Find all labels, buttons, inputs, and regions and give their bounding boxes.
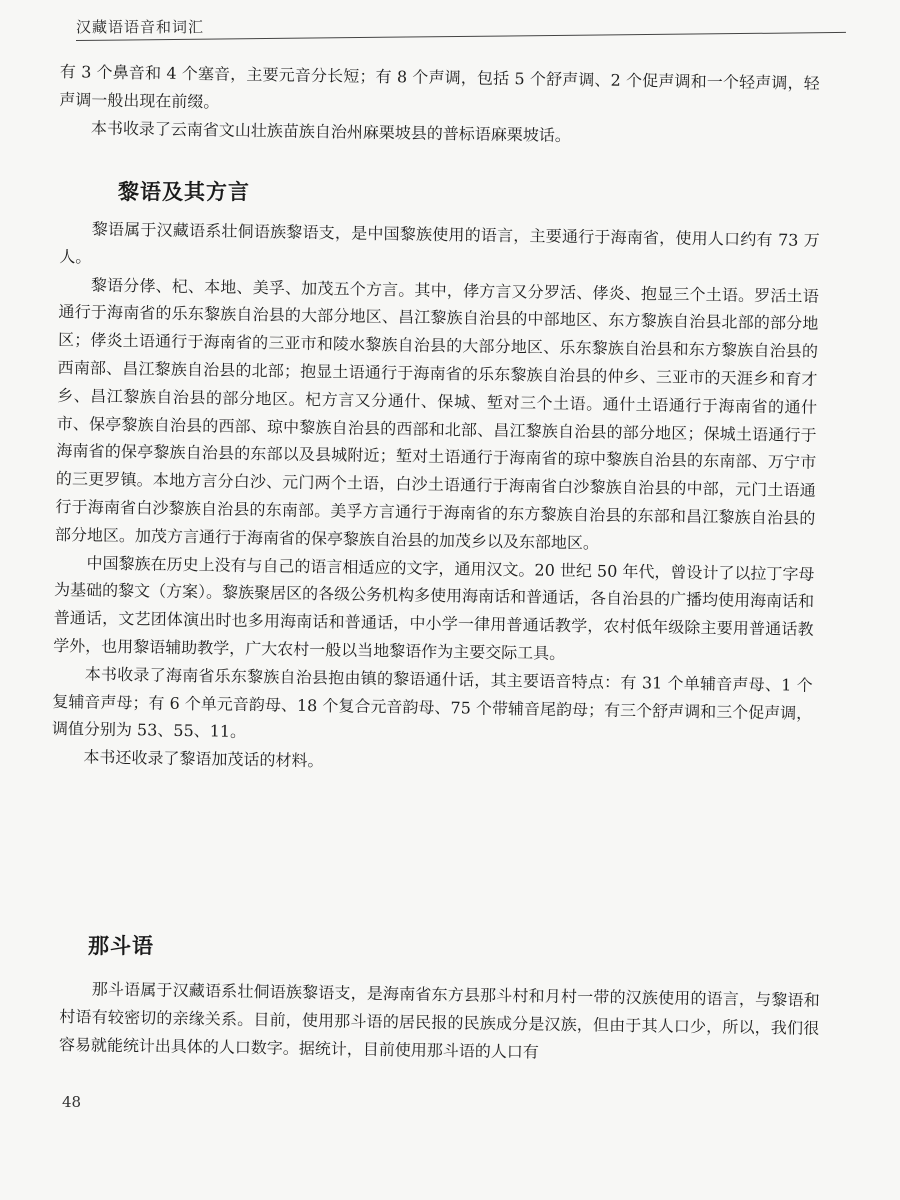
running-head: 汉藏语语音和词汇 — [76, 18, 205, 36]
nadou-paragraph-1: 那斗语属于汉藏语系壮侗语族黎语支，是海南省东方县那斗村和月村一带的汉族使用的语言，与黎语和村语有较密切的亲缘关系。目前，使用那斗语的居民报的民族成分是汉族，但由于其人口少，所以，我们很容易就能统计出具体的人口数字。据统计，目前使用那斗语的人口有 — [58, 979, 820, 1062]
section-li-body — [51, 215, 820, 783]
section-heading-li-language: 黎语及其方言 — [118, 180, 250, 204]
page-number: 48 — [62, 1093, 82, 1111]
intro-paragraph-1: 有 3 个鼻音和 4 个塞音，主要元音分长短；有 8 个声调，包括 5 个舒声调、2 个促声调和一个轻声调，轻声调一般出现在前缀。 — [59, 61, 820, 112]
li-paragraph-1: 黎语属于汉藏语系壮侗语族黎语支，是中国黎族使用的语言，主要通行于海南省，使用人口约有 73 万人。 — [59, 219, 820, 267]
intro-paragraph-2: 本书收录了云南省文山壮族苗族自治州麻栗坡县的普标语麻栗坡话。 — [90, 118, 572, 145]
li-paragraph-5: 本书还收录了黎语加茂话的材料。 — [83, 747, 324, 771]
li-paragraph-2: 黎语分侾、杞、本地、美孚、加茂五个方言。其中，侾方言又分罗活、侾炎、抱显三个土语。罗活土语通行于海南省的乐东黎族自治县的大部分地区、昌江黎族自治县的中部地区、东方黎族自治县北部的部分地区；侾炎土语通行于海南省的三亚市和陵水黎族自治县的大部分地区、乐东黎族自治县和东方黎族自治县的西南部、昌江黎族自治县的北部；抱显土语通行于海南省的乐东黎族自治县的仲乡、三亚市的天涯乡和育才乡、昌江黎族自治县的部分地区。杞方言又分通什、保城、堑对三个土语。通什土语通行于海南省的通什市、保亭黎族自治县的西部、琼中黎族自治县的西部和北部、昌江黎族自治县的部分地区；保城土语通行于海南省的保亭黎族自治县的东部以及县城附近；堑对土语通行于海南省的琼中黎族自治县的东南部、万宁市的三更罗镇。本地方言分白沙、元门两个土语，白沙土语通行于海南省白沙黎族自治县的中部，元门土语通行于海南省白沙黎族自治县的东南部。美孚方言通行于海南省的东方黎族自治县的东部和昌江黎族自治县的部分地区。加茂方言通行于海南省的保亭黎族自治县的加茂乡以及东部地区。 — [54, 275, 819, 553]
li-paragraph-3: 中国黎族在历史上没有与自己的语言相适应的文字，通用汉文。20 世纪 50 年代，曾设计了以拉丁字母为基础的黎文（方案）。黎族聚居区的各级公务机构多使用海南话和普通话，各自治县的广播均使用海南话和普通话，文艺团体演出时也多用海南话和普通话，中小学一律用普通话教学，农村低年级除主要用普通话教学外，也用黎语辅助教学，广大农村一般以当地黎语作为主要交际工具。 — [53, 553, 815, 663]
intro-block — [59, 58, 820, 153]
section-heading-nadou-language: 那斗语 — [88, 934, 154, 958]
li-paragraph-4: 本书收录了海南省乐东黎族自治县抱由镇的黎语通什话，其主要语音特点：有 31 个单辅音声母、1 个复辅音声母；有 6 个单元音韵母、18 个复合元音韵母、75 个带辅音尾韵母；有三个舒声调和三个促声调，调值分别为 53、55、11。 — [51, 664, 813, 742]
section-nadou-body — [59, 975, 820, 1070]
